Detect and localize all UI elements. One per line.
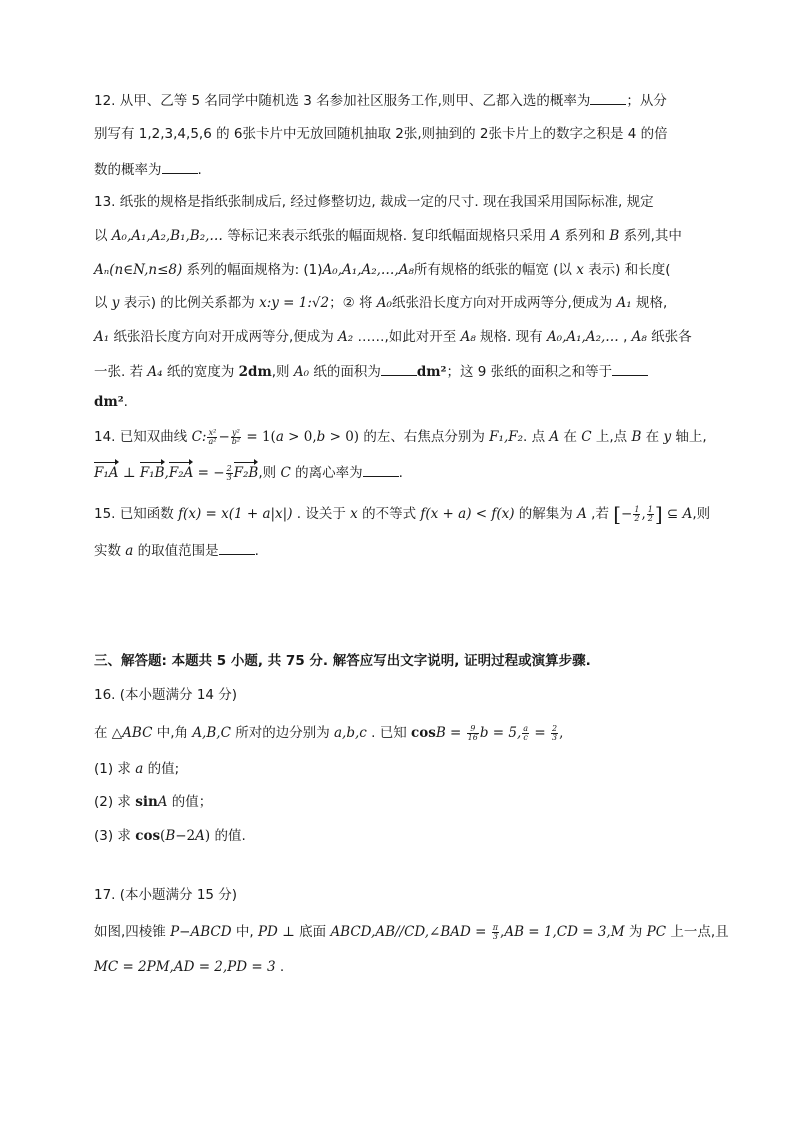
q16-part2: (2) 求 sinA 的值； xyxy=(94,794,213,810)
q16-title: 16. (本小题满分 14 分) xyxy=(94,687,238,703)
q14-blank xyxy=(363,462,399,477)
q16-line1: 在 △ABC 中,角 A,B,C 所对的边分别为 a,b,c . 已知 cosB = $\frac{9}{16}$ b = 5, $\frac{a}{c}$ = $\frac{2}{3}$ , xyxy=(94,723,564,742)
q17-line1: 如图,四棱锥 P−ABCD 中, PD ⊥ 底面 ABCD,AB//CD,∠BAD = $\frac{\pi}{3}$ ,AB = 1,CD = 3,M 为 PC 上一点,且 xyxy=(94,922,729,941)
q12-line1: 12. 从甲、乙等 5 名同学中随机选 3 名参加社区服务工作,则甲、乙都入选的概率为 ；从分 xyxy=(94,90,704,111)
q13-line7: dm². xyxy=(94,394,128,410)
q17-line2: MC = 2PM,AD = 2,PD = 3 . xyxy=(94,959,285,975)
q15-blank xyxy=(219,540,255,555)
q15-line2: 实数 a 的取值范围是 . xyxy=(94,540,704,561)
q16-part3: (3) 求 cos(B−2A) 的值. xyxy=(94,828,246,844)
q13-blank-1 xyxy=(381,361,417,376)
section-3-heading: 三、解答题: 本题共 5 小题, 共 75 分. 解答应写出文字说明, 证明过程或演算步骤. xyxy=(94,653,591,669)
q12-blank-2 xyxy=(162,159,198,174)
q13-line4: 以 y 表示) 的比例关系都为 x:y = 1:√2；② 将 A₀纸张沿长度方向对开成两等分,便成为 A₁ 规格, xyxy=(94,295,668,311)
q12-blank-1 xyxy=(590,90,626,105)
q12-line2: 别写有 1,2,3,4,5,6 的 6张卡片中无放回随机抽取 2张,则抽到的 2张卡片上的数字之积是 4 的倍 xyxy=(94,126,668,142)
q13-line6: 一张. 若 A₄ 纸的宽度为 2dm,则 A₀ 纸的面积为 dm²；这 9 张纸的面积之和等于 xyxy=(94,361,704,382)
q13-line2: 以 A₀,A₁,A₂,B₁,B₂,… 等标记来表示纸张的幅面规格. 复印纸幅面规格只采用 A 系列和 B 系列,其中 xyxy=(94,228,682,244)
q16-part1: (1) 求 a 的值; xyxy=(94,761,180,777)
q14-line1: 14. 已知双曲线 C: $\frac{\text{x²}}{\text{a²}}$ − $\frac{\text{y²}}{\text{b²}}$ = 1(a > 0,b > 0) 的左、右焦点分别为 F₁,F₂. 点 A 在 C 上,点 B 在 y 轴上, xyxy=(94,427,707,446)
q17-title: 17. (本小题满分 15 分) xyxy=(94,887,238,903)
q15-line1: 15. 已知函数 f(x) = x(1 + a|x|) . 设关于 x 的不等式 f(x + a) < f(x) 的解集为 A ,若 [− $\frac{1}{2}$ , $\frac{1}{2}$ ] ⊆ A,则 xyxy=(94,502,711,526)
q13-line1: 13. 纸张的规格是指纸张制成后, 经过修整切边, 裁成一定的尺寸. 现在我国采用国际标准, 规定 xyxy=(94,194,654,210)
q12-line3: 数的概率为 . xyxy=(94,159,704,180)
q13-blank-2 xyxy=(612,361,648,376)
q13-line5: A₁ 纸张沿长度方向对开成两等分,便成为 A₂ ……,如此对开至 A₈ 规格. 现有 A₀,A₁,A₂,… , A₈ 纸张各 xyxy=(94,329,692,345)
q13-line3: Aₙ(n∈N,n≤8) 系列的幅面规格为: (1)A₀,A₁,A₂,…,A₈所有规格的纸张的幅宽 (以 x 表示) 和长度( xyxy=(94,262,671,278)
q14-line2: F₁A ⊥ F₁B,F₂A = − $\frac{2}{3}$ F₂B,则 C 的离心率为 . xyxy=(94,463,403,482)
